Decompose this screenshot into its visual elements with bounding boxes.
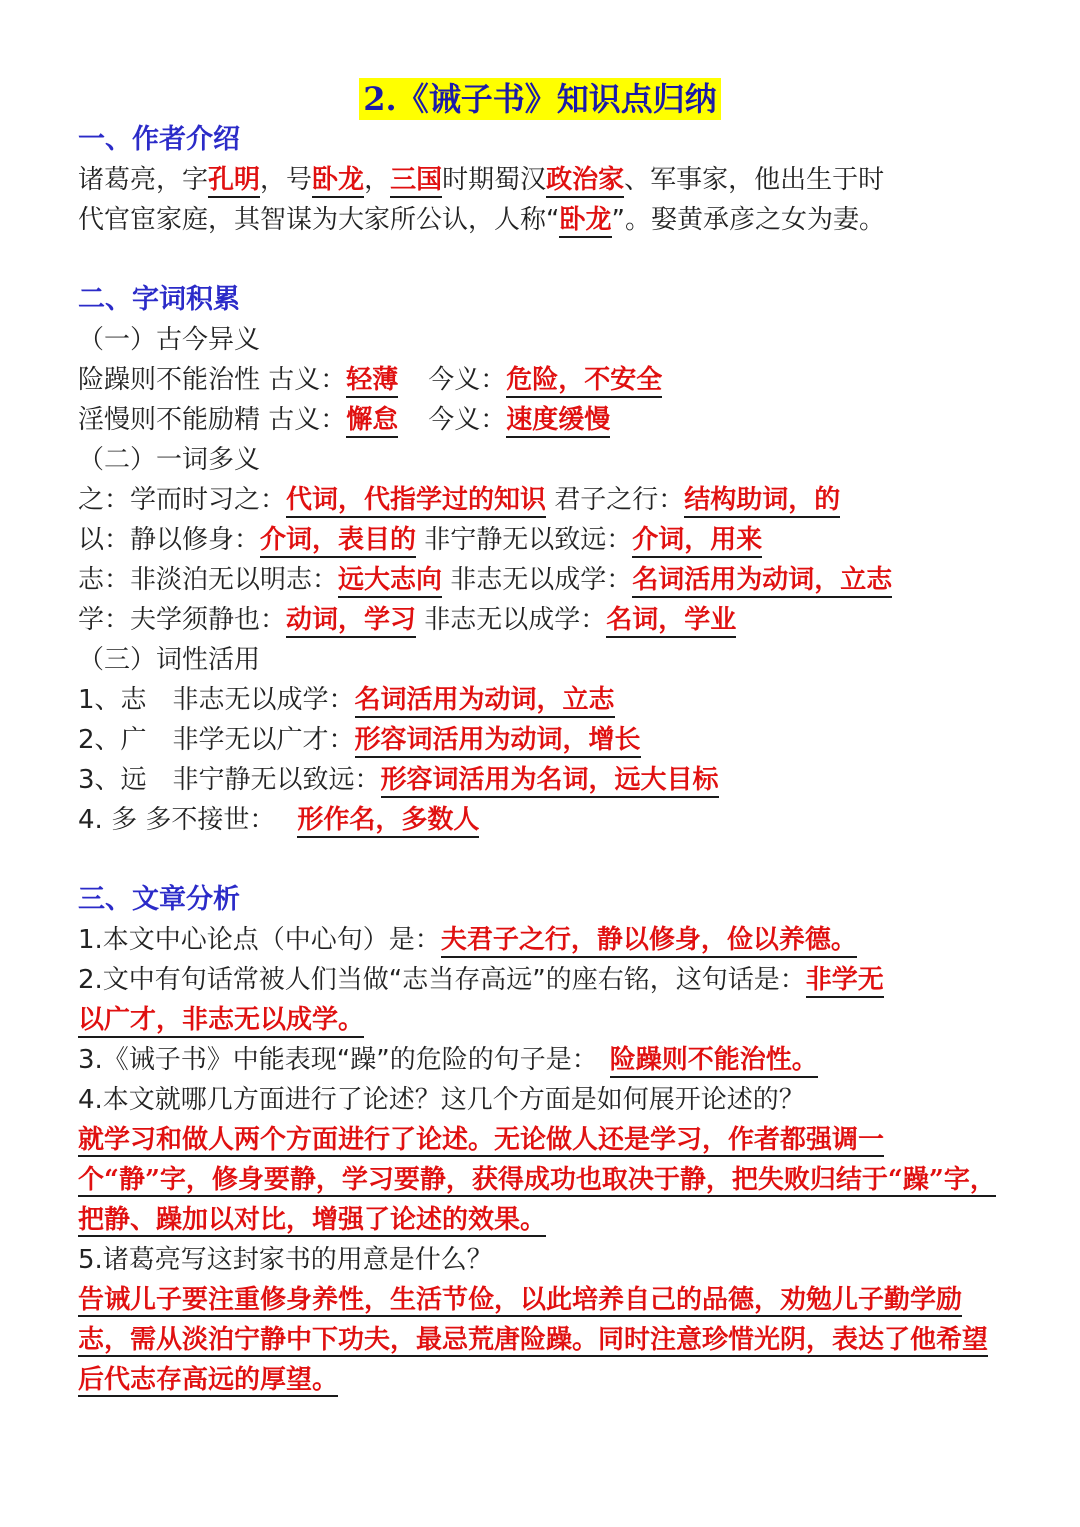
- subheading-polysemy: （二）一词多义: [78, 445, 261, 475]
- answer: 以广才，非志无以成学。: [78, 1005, 364, 1038]
- answer: 动词，学习: [286, 605, 416, 638]
- answer: 介词，用来: [632, 525, 762, 558]
- author-line-2: [78, 202, 885, 238]
- answer: 远大志向: [338, 565, 442, 598]
- answer: 形容词活用为名词，远大目标: [381, 765, 719, 798]
- page-title: 2.《诫子书》知识点归纳: [359, 78, 720, 120]
- answer-5: [78, 1280, 1003, 1400]
- text: 诸葛亮，字: [78, 165, 209, 195]
- answer: 形容词活用为动词，增长: [355, 725, 641, 758]
- answer-old-meaning: 轻薄: [346, 365, 398, 398]
- text: 学：夫学须静也：: [78, 605, 287, 635]
- answer: 非学无: [806, 965, 884, 998]
- text: 时期蜀汉: [442, 165, 547, 195]
- text: 之：学而时习之：: [78, 485, 287, 515]
- polysemy-row-1: [78, 482, 840, 518]
- shift-row-2: [78, 722, 641, 758]
- question-1: [78, 922, 857, 958]
- text: 非宁静无以致远：: [416, 525, 633, 555]
- shift-row-4: [78, 802, 479, 838]
- vocab-row-2: [78, 402, 610, 438]
- answer: 名词活用为动词，立志: [632, 565, 892, 598]
- text: 险躁则不能治性 古义：: [78, 365, 347, 395]
- answer: 名词活用为动词，立志: [355, 685, 615, 718]
- question-4: 4.本文就哪几方面进行了论述？这几个方面是如何展开论述的？: [78, 1085, 805, 1115]
- question-2-cont: [78, 1002, 364, 1038]
- text: 2、广 非学无以广才：: [78, 725, 355, 755]
- text: 非志无以成学：: [442, 565, 633, 595]
- question-text: 1.本文中心论点（中心句）是：: [78, 925, 441, 955]
- text: 今义：: [428, 365, 507, 395]
- text: ，: [364, 165, 391, 195]
- text: ，号: [260, 165, 313, 195]
- question-3: [78, 1042, 818, 1078]
- text: 以：静以修身：: [78, 525, 261, 555]
- answer: 结构助词，的: [684, 485, 840, 518]
- answer-4: [78, 1120, 1003, 1240]
- subheading-word-class-shift: （三）词性活用: [78, 645, 261, 675]
- answer: 险躁则不能治性。: [610, 1045, 818, 1078]
- answer-new-meaning: 速度缓慢: [506, 405, 610, 438]
- question-text: 3.《诫子书》中能表现“躁”的危险的句子是：: [78, 1045, 598, 1075]
- text: 今义：: [428, 405, 507, 435]
- section-heading-analysis: 三、文章分析: [78, 884, 240, 915]
- answer: 夫君子之行，静以修身，俭以养德。: [441, 925, 857, 958]
- text: 3、远 非宁静无以致远：: [78, 765, 381, 795]
- answer: 代词，代指学过的知识: [286, 485, 546, 518]
- section-heading-vocab: 二、字词积累: [78, 284, 240, 315]
- vocab-row-1: [78, 362, 662, 398]
- question-2: [78, 962, 884, 998]
- answer-art-name: 卧龙: [312, 165, 364, 198]
- text: 非志无以成学：: [416, 605, 607, 635]
- answer: 介词，表目的: [260, 525, 416, 558]
- answer: 名词，学业: [606, 605, 736, 638]
- text: 、军事家，他出生于时: [624, 165, 885, 195]
- text: 代官宦家庭，其智谋为大家所公认，人称“: [78, 205, 560, 235]
- polysemy-row-2: [78, 522, 762, 558]
- answer-courtesy-name: 孔明: [208, 165, 260, 198]
- text: 4. 多 多不接世：: [78, 805, 276, 835]
- shift-row-1: [78, 682, 615, 718]
- answer-text: 就学习和做人两个方面进行了论述。无论做人还是学习，作者都强调一个“静”字，修身要静，学习要静，获得成功也取决于静，把失败归结于“躁”字，把静、躁加以对比，增强了论述的效果。: [78, 1125, 996, 1235]
- answer-old-meaning: 懈怠: [346, 405, 398, 438]
- shift-row-3: [78, 762, 719, 798]
- text: 君子之行：: [546, 485, 685, 515]
- question-5: 5.诸葛亮写这封家书的用意是什么？: [78, 1245, 493, 1275]
- section-heading-author: 一、作者介绍: [78, 124, 240, 155]
- answer-role: 政治家: [546, 165, 624, 198]
- author-line-1: [78, 162, 884, 198]
- text: ”。娶黄承彦之女为妻。: [611, 205, 885, 235]
- answer-era: 三国: [390, 165, 442, 198]
- text: 1、志 非志无以成学：: [78, 685, 355, 715]
- answer-text: 告诫儿子要注重修身养性，生活节俭，以此培养自己的品德，劝勉儿子勤学励志，需从淡泊宁静中下功夫，最忌荒唐险躁。同时注意珍惜光阴，表达了他希望后代志存高远的厚望。: [78, 1285, 989, 1395]
- polysemy-row-4: [78, 602, 736, 638]
- answer: 形作名，多数人: [297, 805, 479, 838]
- answer-nickname: 卧龙: [559, 205, 611, 238]
- polysemy-row-3: [78, 562, 892, 598]
- subheading-ancient-modern: （一）古今异义: [78, 325, 261, 355]
- text: 志：非淡泊无以明志：: [78, 565, 339, 595]
- question-text: 2.文中有句话常被人们当做“志当存高远”的座右铭，这句话是：: [78, 965, 806, 995]
- answer-new-meaning: 危险，不安全: [506, 365, 662, 398]
- text: 淫慢则不能励精 古义：: [78, 405, 347, 435]
- title-wrap: [0, 78, 1080, 120]
